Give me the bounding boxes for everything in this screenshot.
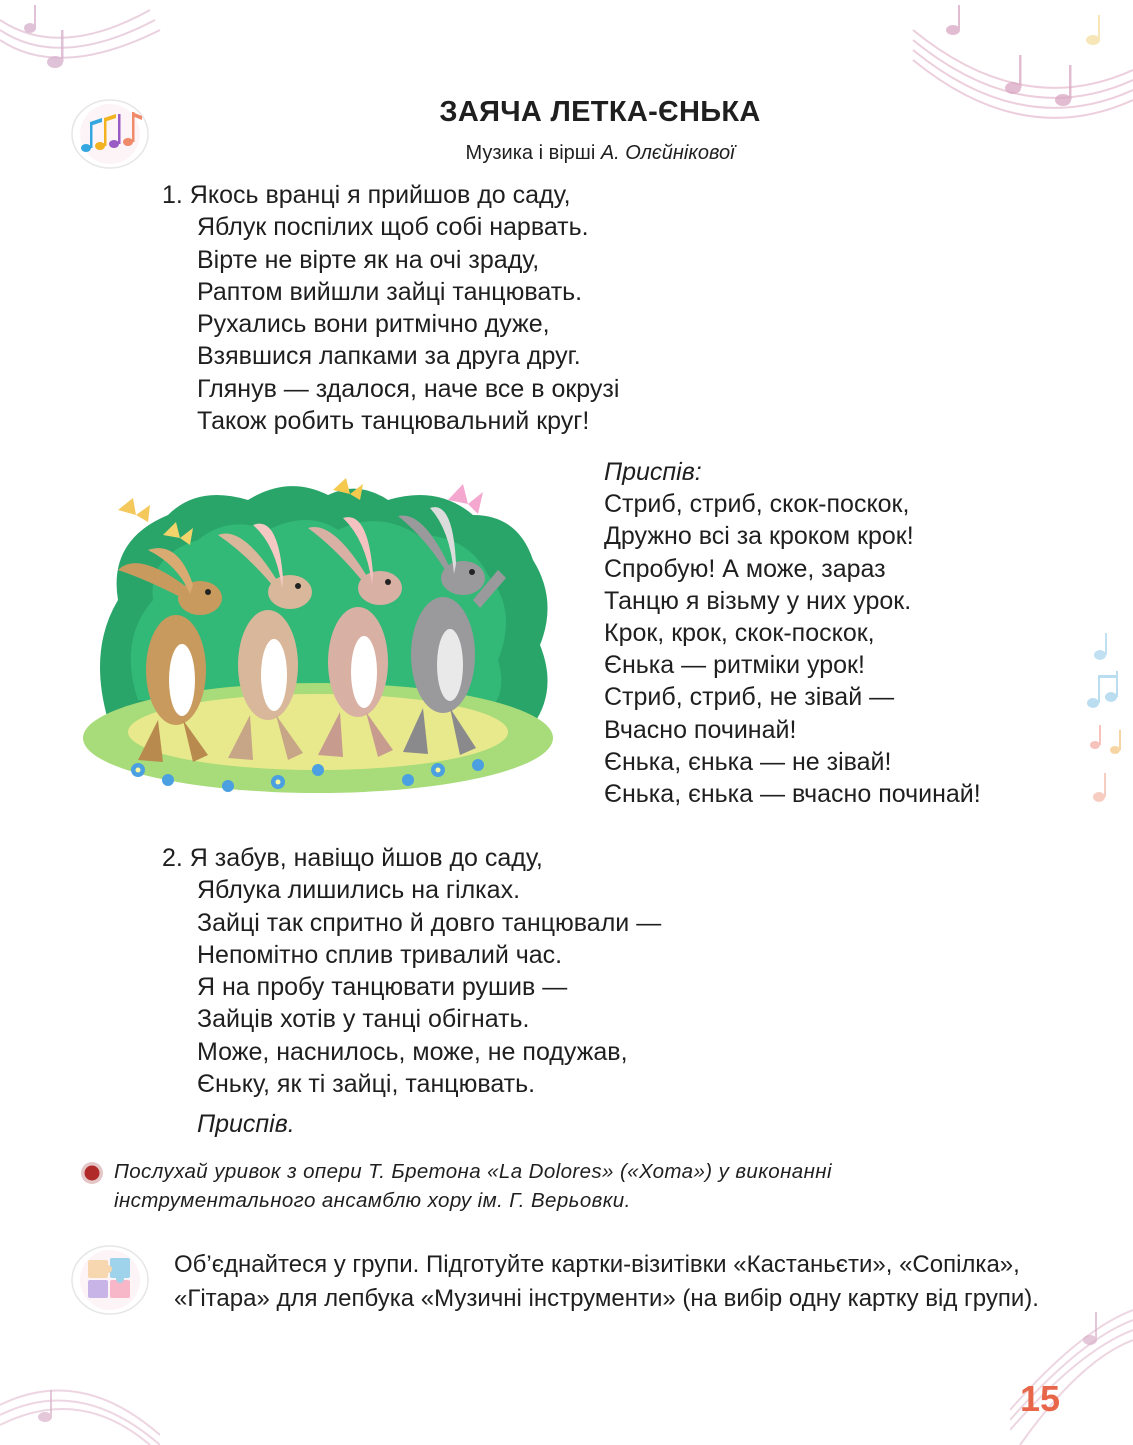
verse-line: Може, наснилось, може, не подужав,	[197, 1037, 628, 1066]
chorus	[604, 456, 981, 810]
verse-line: 1. Якось вранці я прийшов до саду,	[162, 181, 571, 209]
credits-author: А. Олєйнікової	[600, 142, 735, 164]
chorus-line: Єнька, єнька — не зівай!	[604, 747, 892, 776]
chorus-line: Стриб, стриб, скок-поскок,	[604, 490, 910, 519]
group-task: Об’єднайтеся у групи. Підготуйте картки-візитівки «Кастаньєти», «Сопілка», «Гітара» для лепбука «Музичні інструменти» (на вибір одну картку від групи).	[174, 1251, 1039, 1312]
chorus-line: Вчасно починай!	[604, 715, 797, 744]
dancing-hares-illustration	[78, 470, 562, 810]
chorus-line: Крок, крок, скок-поскок,	[604, 619, 875, 648]
verse-line: Взявшися лапками за друга друг.	[197, 342, 581, 371]
corner-music-decoration-top-right	[893, 0, 1133, 150]
verse-line: 2. Я забув, навіщо йшов до саду,	[162, 844, 543, 872]
verse-2	[162, 842, 662, 1100]
verse-line: Вірте не вірте як на очі зраду,	[197, 245, 540, 274]
listening-task: Послухай уривок з опери Т. Бретона «La Dolores» («Хота») у виконанні інструментального ансамблю хору ім. Г. Верьовки.	[114, 1160, 832, 1212]
verse-line: Непомітно сплив тривалий час.	[197, 940, 563, 969]
credits-prefix: Музика і вірші	[465, 142, 596, 164]
verse-1	[162, 179, 620, 437]
music-notes-icon	[70, 98, 150, 170]
chorus-reference: Приспів.	[197, 1110, 295, 1138]
verse-line: Раптом вийшли зайці танцювать.	[197, 277, 583, 306]
song-credits	[300, 142, 900, 165]
chorus-line: Танцю я візьму у них урок.	[604, 586, 912, 615]
verse-line: Єньку, як ті зайці, танцювать.	[197, 1070, 536, 1099]
chorus-heading: Приспів:	[604, 458, 702, 486]
page-number: 15	[1019, 1378, 1061, 1419]
song-title: ЗАЯЧА ЛЕТКА-ЄНЬКА	[439, 96, 761, 128]
corner-music-decoration-bottom-left	[0, 1345, 160, 1445]
puzzle-icon	[70, 1244, 150, 1316]
verse-line: Зайці так спритно й довго танцювали —	[197, 908, 662, 937]
chorus-line: Єнька — ритміки урок!	[604, 651, 865, 680]
chorus-line: Стриб, стриб, не зівай —	[604, 683, 895, 712]
chorus-line: Спробую! А може, зараз	[604, 554, 886, 583]
chorus-line: Дружно всі за кроком крок!	[604, 522, 914, 551]
floating-notes-right	[1075, 625, 1133, 815]
verse-line: Зайців хотів у танці обігнать.	[197, 1005, 530, 1034]
verse-line: Рухались вони ритмічно дуже,	[197, 310, 550, 339]
verse-line: Яблука лишились на гілках.	[197, 876, 521, 905]
verse-line: Також робить танцювальний круг!	[197, 407, 590, 436]
chorus-line: Єнька, єнька — вчасно починай!	[604, 780, 981, 809]
verse-line: Яблук поспілих щоб собі нарвать.	[197, 213, 589, 242]
verse-line: Я на пробу танцювати рушив —	[197, 973, 568, 1002]
verse-line: Глянув — здалося, наче все в окрузі	[197, 374, 620, 403]
listen-dot-icon	[79, 1160, 105, 1186]
corner-music-decoration-top-left	[0, 0, 170, 110]
